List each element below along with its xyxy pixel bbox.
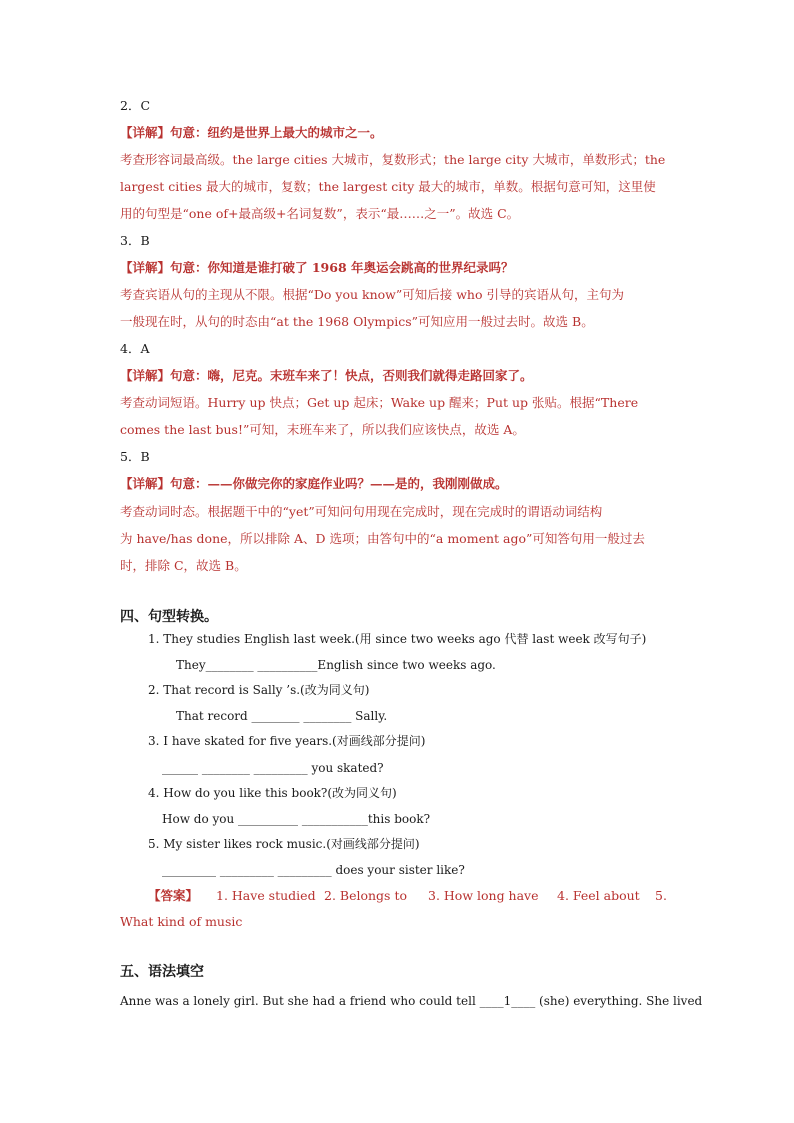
answer-1: 1. Have studied [216, 888, 316, 903]
q4-analysis-1: 考查动词短语。Hurry up 快点；Get up 起床；Wake up 醒来；Put up 张贴。根据“There [120, 395, 639, 410]
q3-label: 3．B [120, 233, 150, 248]
answer-tag: 【答案】 [148, 888, 199, 903]
q5-analysis-2: 为 have/has done，所以排除 A、D 选项；由答句中的“a moment ago”可知答句用一般过去 [120, 531, 645, 546]
q5-detail [120, 475, 680, 493]
answer-5: 5. [655, 888, 667, 903]
answer-4: 4. Feel about [557, 888, 640, 903]
q5-analysis-3: 时，排除 C，故选 B。 [120, 558, 247, 573]
q2-analysis-2: largest cities 最大的城市，复数；the largest city 最大的城市，单数。根据句意可知，这里使 [120, 179, 656, 194]
answer-3: 3. How long have [428, 888, 539, 903]
section4-a4: How do you __________ ___________this book? [162, 812, 431, 826]
section4-q4: 4. How do you like this book?(改为同义句) [148, 786, 397, 800]
detail-tag: 【详解】句意：嗨，尼克。末班车来了！快点，否则我们就得走路回家了。 [120, 368, 533, 383]
section4-answers [148, 887, 678, 905]
section4-q5: 5. My sister likes rock music.(对画线部分提问) [148, 837, 420, 851]
section4-q3: 3. I have skated for five years.(对画线部分提问) [148, 734, 426, 748]
q2-label: 2．C [120, 98, 151, 113]
q5-analysis-1: 考查动词时态。根据题干中的“yet”可知问句用现在完成时，现在完成时的谓语动词结构 [120, 504, 603, 519]
section4-a1: They________ __________English since two weeks ago. [176, 658, 496, 672]
q5-label: 5．B [120, 449, 150, 464]
section4-a2: That record ________ ________ Sally. [176, 709, 388, 723]
q2-analysis-1: 考查形容词最高级。the large cities 大城市，复数形式；the large city 大城市，单数形式；the [120, 152, 666, 167]
section4-title: 四、句型转换。 [120, 609, 218, 625]
q3-analysis-2: 一般现在时，从句的时态由“at the 1968 Olympics”可知应用一般过去时。故选 B。 [120, 314, 594, 329]
detail-tag: 【详解】句意：——你做完你的家庭作业吗？——是的，我刚刚做成。 [120, 476, 508, 491]
q2-detail [120, 124, 680, 142]
q2-analysis-3: 用的句型是“one of+最高级+名词复数”，表示“最……之一”。故选 C。 [120, 206, 520, 221]
section5-title: 五、语法填空 [120, 964, 204, 980]
detail-tag: 【详解】句意：你知道是谁打破了 1968 年奥运会跳高的世界纪录吗？ [120, 260, 514, 275]
q3-detail [120, 259, 680, 277]
answer-2: 2. Belongs to [324, 888, 407, 903]
section5-text: Anne was a lonely girl. But she had a friend who could tell ____1____ (she) everything. She lived [120, 994, 703, 1008]
q3-analysis-1: 考查宾语从句的主现从不限。根据“Do you know”可知后接 who 引导的宾语从句，主句为 [120, 287, 624, 302]
section4-a5: _________ _________ _________ does your sister like? [162, 863, 465, 877]
q4-label: 4．A [120, 341, 150, 356]
q4-analysis-2: comes the last bus!”可知，末班车来了，所以我们应该快点，故选 A。 [120, 422, 525, 437]
detail-tag: 【详解】句意：纽约是世界上最大的城市之一。 [120, 125, 383, 140]
section4-answer-tail: What kind of music [120, 914, 243, 929]
section4-q1: 1. They studies English last week.(用 since two weeks ago 代替 last week 改写句子) [148, 632, 647, 646]
section4-a3: ______ ________ _________ you skated? [162, 761, 384, 775]
section4-q2: 2. That record is Sally ’s.(改为同义句) [148, 683, 370, 697]
q4-detail [120, 367, 680, 385]
